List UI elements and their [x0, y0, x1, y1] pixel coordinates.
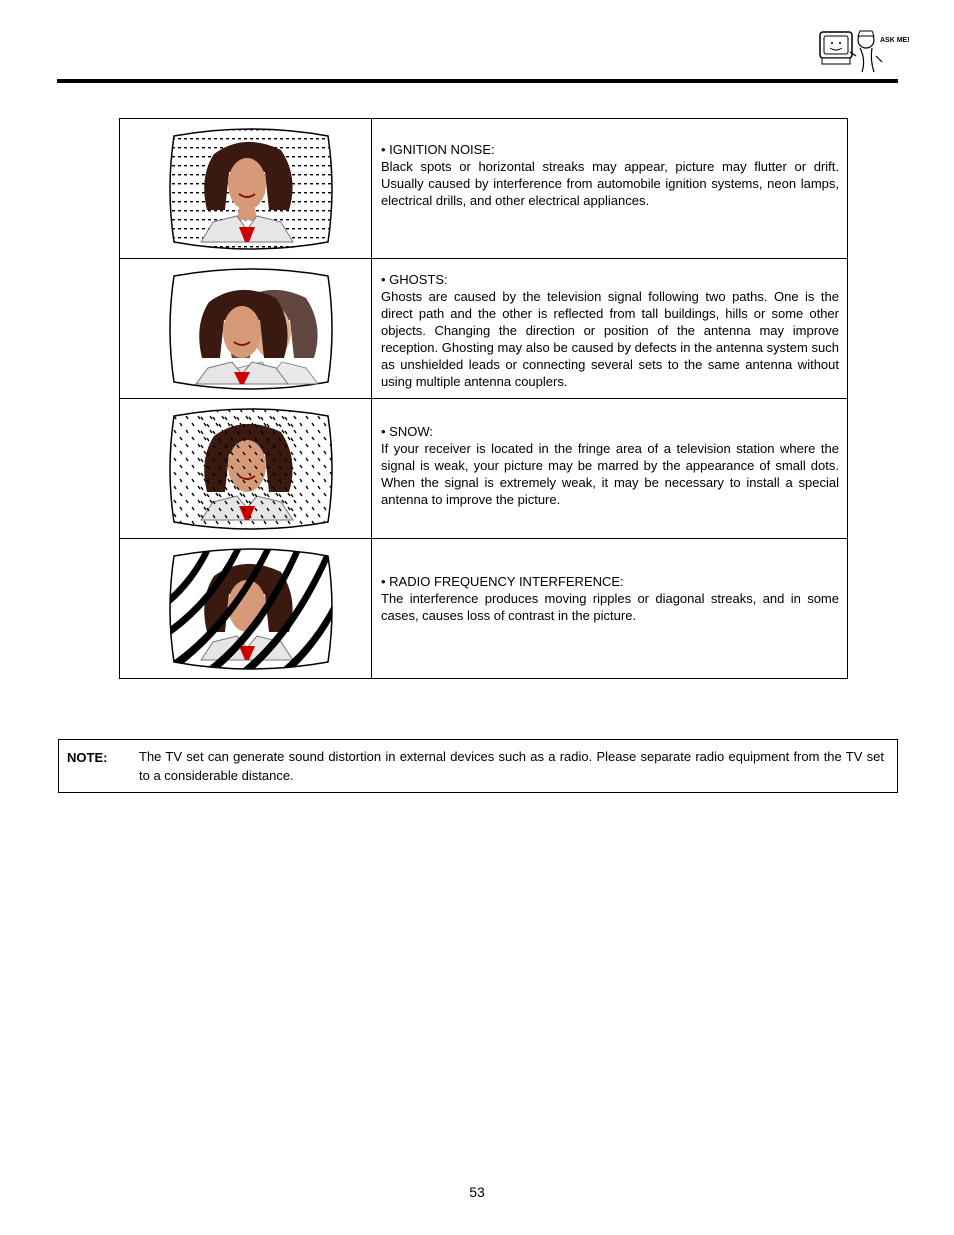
row-title: • RADIO FREQUENCY INTERFERENCE: — [381, 574, 624, 589]
image-cell — [120, 399, 372, 538]
row-title: • IGNITION NOISE: — [381, 142, 495, 157]
page-number: 53 — [469, 1184, 485, 1200]
row-title: • SNOW: — [381, 424, 433, 439]
table-row — [120, 399, 847, 539]
ask-me-mascot-icon — [816, 26, 910, 78]
tv-ghosts-illustration — [166, 266, 336, 392]
row-description: Black spots or horizontal streaks may appear, picture may flutter or drift. Usually caused by interference from automobile ignition systems, neon lamps, electrical drills, and other electrical appliances. — [381, 159, 839, 208]
row-title: • GHOSTS: — [381, 272, 448, 287]
table-row — [120, 539, 847, 679]
image-cell — [120, 259, 372, 398]
row-description: The interference produces moving ripples or diagonal streaks, and in some cases, causes loss of contrast in the picture. — [381, 591, 839, 623]
header-rule — [57, 79, 898, 83]
note-label: NOTE: — [67, 750, 108, 765]
tv-ignition-noise-illustration — [166, 126, 336, 252]
note-text: The TV set can generate sound distortion in external devices such as a radio. Please separate radio equipment from the TV set to a considerable distance. — [139, 749, 884, 783]
tv-radio-interference-illustration — [166, 546, 336, 672]
image-cell — [120, 539, 372, 679]
row-description: Ghosts are caused by the television signal following two paths. One is the direct path and the other is reflected from tall buildings, hills or some other objects. Changing the direction or position of the antenna may improve reception. Ghosting may also be caused by defects in the antenna system such as unshielded leads or connecting several sets to the same antenna without using multiple antenna couplers. — [381, 289, 839, 389]
note-box — [58, 739, 898, 793]
row-description: If your receiver is located in the fringe area of a television station where the signal is weak, your picture may be marred by the appearance of small dots. When the signal is extremely weak, it may be necessary to install a special antenna to improve the picture. — [381, 441, 839, 507]
mascot-caption: ASK ME! — [880, 37, 910, 44]
table-row — [120, 119, 847, 259]
tv-snow-illustration — [166, 406, 336, 532]
table-row — [120, 259, 847, 399]
interference-table — [119, 118, 848, 679]
image-cell — [120, 119, 372, 258]
